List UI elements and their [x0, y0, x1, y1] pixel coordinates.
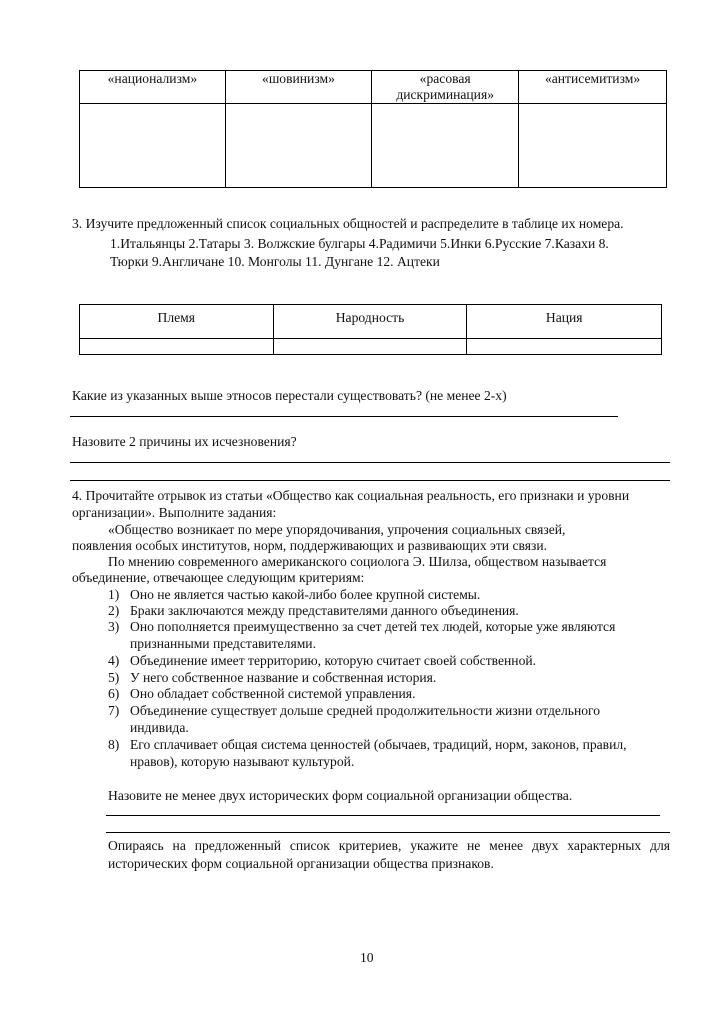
- page-number: 10: [360, 950, 374, 965]
- task4-instruction-line2: организации». Выполните задания:: [72, 505, 277, 520]
- question-historical-forms: Назовите не менее двух исторических форм социальной организации общества.: [108, 788, 573, 803]
- criteria-number: 2): [108, 603, 120, 618]
- ethnic-groups-header-row: [80, 305, 662, 339]
- criteria-item: [108, 653, 668, 670]
- concepts-table: [79, 70, 667, 188]
- concepts-table-answer-row[interactable]: [80, 104, 667, 188]
- criteria-text: признанными представителями.: [130, 636, 316, 651]
- criteria-item: [108, 670, 668, 686]
- criteria-text: Оно обладает собственной системой управления.: [130, 686, 416, 701]
- ethnic-groups-table: [79, 304, 662, 355]
- criteria-item: [108, 603, 668, 619]
- question-reasons: Назовите 2 причины их исчезновения?: [72, 434, 297, 449]
- criteria-text: Оно не является частью какой-либо более крупной системы.: [130, 587, 481, 602]
- criteria-item: [108, 587, 668, 603]
- criteria-text: нравов), которую называют культурой.: [130, 754, 355, 769]
- criteria-text: Оно пополняется преимущественно за счет детей тех людей, которые уже являются: [130, 619, 616, 634]
- criteria-number: 4): [108, 653, 120, 668]
- concepts-header-chauvinism: «шовинизм»: [225, 71, 371, 104]
- criteria-intro-line2: объединение, отвечающее следующим критериям:: [72, 570, 365, 585]
- concepts-header-racial-discrimination: «расовая дискриминация»: [372, 71, 519, 104]
- criteria-item: [108, 686, 668, 703]
- criteria-number: 5): [108, 670, 120, 685]
- ethnic-groups-answer-row[interactable]: [80, 339, 662, 355]
- criteria-intro-line1: По мнению современного американского социолога Э. Шилза, обществом называется: [108, 554, 607, 569]
- criteria-text: Объединение имеет территорию, которую считает своей собственной.: [130, 653, 537, 668]
- question-characteristics-line2: исторических форм социальной организации общества признаков.: [108, 856, 494, 871]
- criteria-number: 7): [108, 703, 120, 718]
- answer-cell[interactable]: [273, 339, 467, 355]
- concepts-table-header-row: [80, 71, 667, 104]
- answer-cell[interactable]: [225, 104, 371, 188]
- criteria-text: Его сплачивает общая система ценностей (обычаев, традиций, норм, законов, правил,: [130, 737, 627, 752]
- concepts-header-antisemitism: «антисемитизм»: [519, 71, 667, 104]
- answer-cell[interactable]: [80, 339, 274, 355]
- answer-line[interactable]: [106, 832, 670, 833]
- task3-list-line2: Тюрки 9.Англичане 10. Монголы 11. Дунгане 12. Ацтеки: [110, 254, 440, 269]
- task3-list-line1: 1.Итальянцы 2.Татары 3. Волжские булгары 4.Радимичи 5.Инки 6.Русские 7.Казахи 8.: [110, 236, 609, 251]
- criteria-number: 3): [108, 619, 120, 634]
- criteria-item: [108, 703, 668, 737]
- quote-line2: появления особых институтов, норм, поддерживающих и развивающих эти связи.: [72, 538, 548, 553]
- header-nationality: Народность: [273, 305, 467, 339]
- answer-line[interactable]: [70, 480, 670, 481]
- answer-line[interactable]: [70, 416, 618, 417]
- criteria-item: [108, 619, 668, 653]
- header-tribe: Племя: [80, 305, 274, 339]
- criteria-list: [108, 587, 668, 771]
- criteria-number: 1): [108, 587, 120, 602]
- quote-line1: «Общество возникает по мере упорядочивания, упрочения социальных связей,: [108, 522, 566, 537]
- concepts-header-nationalism: «национализм»: [80, 71, 226, 104]
- criteria-text: Браки заключаются между представителями данного объединения.: [130, 603, 519, 618]
- answer-cell[interactable]: [467, 339, 662, 355]
- answer-line[interactable]: [106, 815, 660, 816]
- criteria-number: 6): [108, 686, 120, 701]
- answer-cell[interactable]: [80, 104, 226, 188]
- header-nation: Нация: [467, 305, 662, 339]
- answer-cell[interactable]: [372, 104, 519, 188]
- criteria-item: [108, 737, 668, 771]
- criteria-text: индивида.: [130, 720, 189, 735]
- criteria-text: Объединение существует дольше средней продолжительности жизни отдельного: [130, 703, 601, 718]
- question-extinct-ethnoses: Какие из указанных выше этносов перестали существовать? (не менее 2-х): [72, 388, 507, 403]
- criteria-text: У него собственное название и собственная история.: [130, 670, 437, 685]
- criteria-number: 8): [108, 737, 120, 752]
- task4-instruction-line1: 4. Прочитайте отрывок из статьи «Общество как социальная реальность, его признаки и уровни: [72, 488, 630, 503]
- task3-instruction: 3. Изучите предложенный список социальных общностей и распределите в таблице их номера.: [72, 216, 624, 231]
- answer-cell[interactable]: [519, 104, 667, 188]
- question-characteristics-line1: Опираясь на предложенный список критериев, укажите не менее двух характерных для: [108, 838, 670, 853]
- answer-line[interactable]: [70, 462, 670, 463]
